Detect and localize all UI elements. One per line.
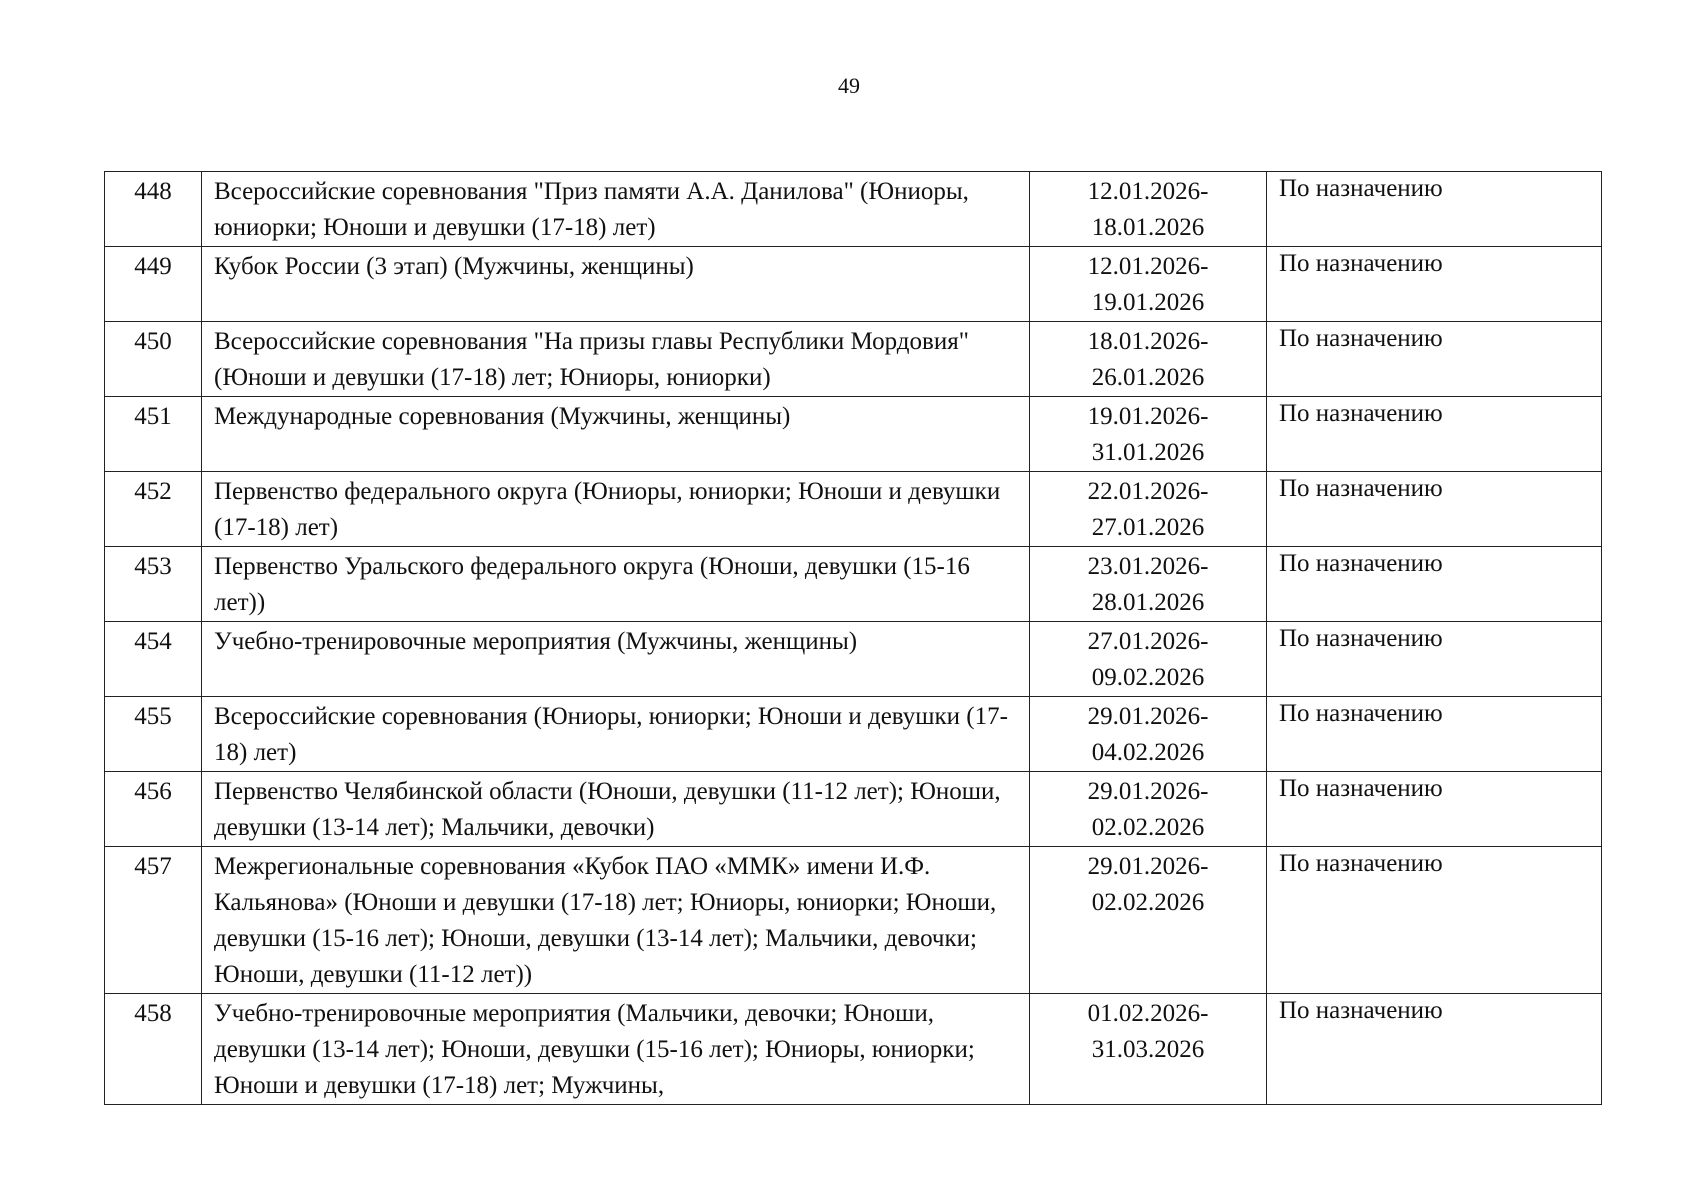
event-dates (1030, 772, 1267, 847)
event-name: Всероссийские соревнования (Юниоры, юниорки; Юноши и девушки (17-18) лет) (202, 697, 1030, 772)
date-end: 31.03.2026 (1091, 1036, 1205, 1063)
page-number: 49 (838, 73, 860, 98)
event-name: Межрегиональные соревнования «Кубок ПАО «ММК» имени И.Ф. Кальянова» (Юноши и девушки (17-18) лет; Юниоры, юниорки; Юноши, девушки (15-16 лет); Юноши, девушки (13-14 лет); Мальчики, девочки; Юноши, девушки (11-12 лет)) (202, 847, 1030, 994)
event-dates (1030, 397, 1267, 472)
event-name: Первенство федерального округа (Юниоры, юниорки; Юноши и девушки (17-18) лет) (202, 472, 1030, 547)
event-dates (1030, 697, 1267, 772)
event-number: 457 (105, 847, 202, 994)
event-location: По назначению (1267, 697, 1602, 772)
event-dates (1030, 172, 1267, 247)
table-row (105, 772, 1602, 847)
event-location: По назначению (1267, 772, 1602, 847)
event-name: Учебно-тренировочные мероприятия (Мальчики, девочки; Юноши, девушки (13-14 лет); Юноши, девушки (15-16 лет); Юниоры, юниорки; Юноши и девушки (17-18) лет; Мужчины, (202, 994, 1030, 1105)
event-location: По назначению (1267, 622, 1602, 697)
event-number: 449 (105, 247, 202, 322)
date-end: 02.02.2026 (1091, 814, 1205, 841)
event-location: По назначению (1267, 547, 1602, 622)
date-start: 29.01.2026- (1087, 778, 1209, 805)
event-location: По назначению (1267, 397, 1602, 472)
date-end: 18.01.2026 (1091, 214, 1205, 241)
table-row (105, 322, 1602, 397)
table-row (105, 172, 1602, 247)
event-name: Всероссийские соревнования "На призы главы Республики Мордовия" (Юноши и девушки (17-18) лет; Юниоры, юниорки) (202, 322, 1030, 397)
table-row (105, 994, 1602, 1105)
date-start: 19.01.2026- (1087, 403, 1209, 430)
date-start: 12.01.2026- (1087, 253, 1209, 280)
table-row (105, 472, 1602, 547)
event-location: По назначению (1267, 994, 1602, 1105)
event-dates (1030, 322, 1267, 397)
event-dates (1030, 847, 1267, 994)
table-row (105, 247, 1602, 322)
event-number: 458 (105, 994, 202, 1105)
date-start: 01.02.2026- (1087, 1000, 1209, 1027)
table-row (105, 622, 1602, 697)
date-end: 09.02.2026 (1091, 664, 1205, 691)
event-number: 448 (105, 172, 202, 247)
event-name: Первенство Уральского федерального округа (Юноши, девушки (15-16 лет)) (202, 547, 1030, 622)
event-number: 452 (105, 472, 202, 547)
event-number: 455 (105, 697, 202, 772)
date-start: 12.01.2026- (1087, 178, 1209, 205)
event-number: 456 (105, 772, 202, 847)
event-name: Учебно-тренировочные мероприятия (Мужчины, женщины) (202, 622, 1030, 697)
event-location: По назначению (1267, 322, 1602, 397)
event-name: Кубок России (3 этап) (Мужчины, женщины) (202, 247, 1030, 322)
event-location: По назначению (1267, 247, 1602, 322)
date-start: 23.01.2026- (1087, 553, 1209, 580)
events-table-body (105, 172, 1602, 1105)
event-dates (1030, 622, 1267, 697)
event-location: По назначению (1267, 847, 1602, 994)
event-number: 451 (105, 397, 202, 472)
date-end: 19.01.2026 (1091, 289, 1205, 316)
date-end: 26.01.2026 (1091, 364, 1205, 391)
date-end: 28.01.2026 (1091, 589, 1205, 616)
event-location: По назначению (1267, 472, 1602, 547)
date-start: 29.01.2026- (1087, 703, 1209, 730)
date-start: 27.01.2026- (1087, 628, 1209, 655)
event-dates (1030, 547, 1267, 622)
event-name: Международные соревнования (Мужчины, женщины) (202, 397, 1030, 472)
date-start: 22.01.2026- (1087, 478, 1209, 505)
date-start: 29.01.2026- (1087, 853, 1209, 880)
event-dates (1030, 472, 1267, 547)
event-dates (1030, 247, 1267, 322)
event-number: 450 (105, 322, 202, 397)
date-end: 04.02.2026 (1091, 739, 1205, 766)
events-table (104, 171, 1602, 1105)
event-number: 453 (105, 547, 202, 622)
event-name: Всероссийские соревнования "Приз памяти А.А. Данилова" (Юниоры, юниорки; Юноши и девушки (17-18) лет) (202, 172, 1030, 247)
table-row (105, 397, 1602, 472)
table-row (105, 547, 1602, 622)
event-name: Первенство Челябинской области (Юноши, девушки (11-12 лет); Юноши, девушки (13-14 лет); Мальчики, девочки) (202, 772, 1030, 847)
event-dates (1030, 994, 1267, 1105)
event-location: По назначению (1267, 172, 1602, 247)
date-end: 02.02.2026 (1091, 889, 1205, 916)
date-end: 31.01.2026 (1091, 439, 1205, 466)
event-number: 454 (105, 622, 202, 697)
date-end: 27.01.2026 (1091, 514, 1205, 541)
date-start: 18.01.2026- (1087, 328, 1209, 355)
table-row (105, 847, 1602, 994)
table-row (105, 697, 1602, 772)
